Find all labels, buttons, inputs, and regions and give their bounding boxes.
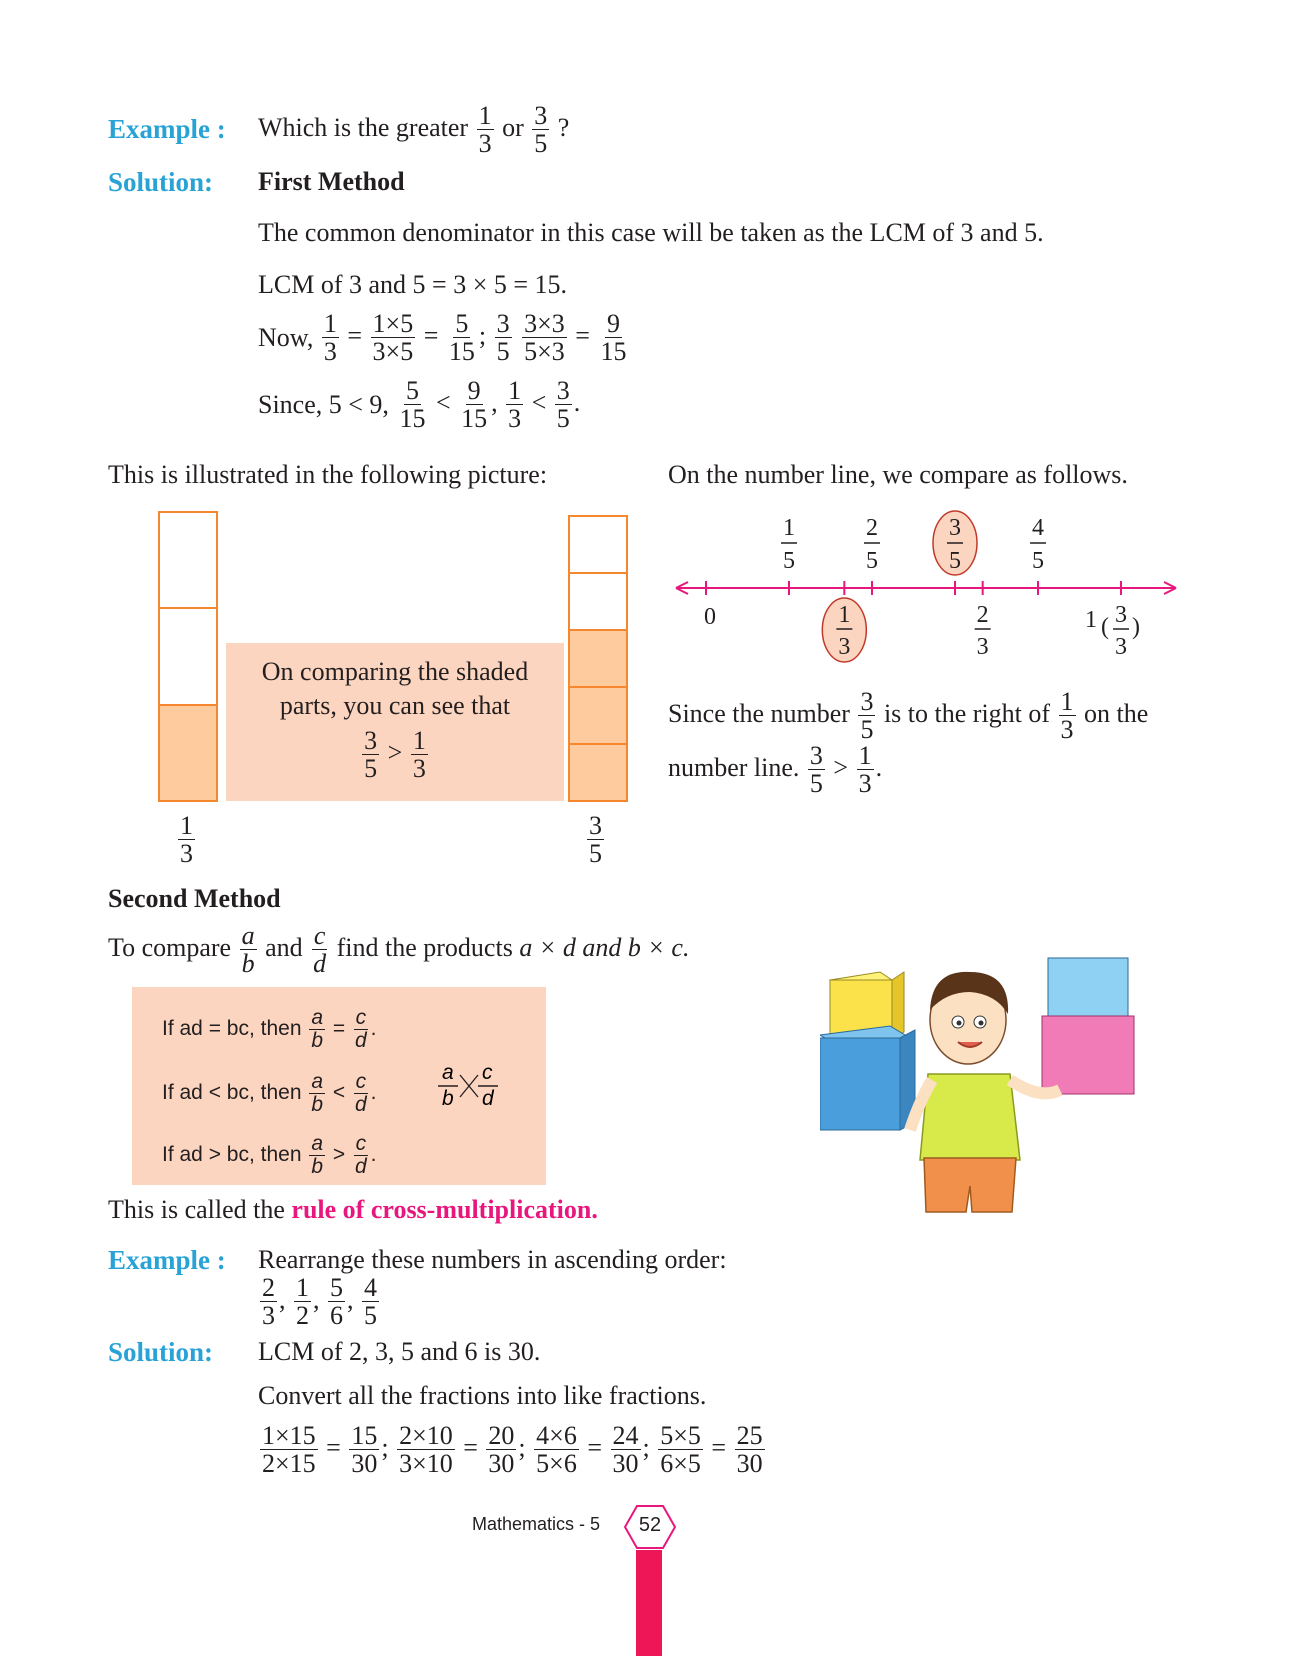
blue-cube-icon (820, 1026, 915, 1130)
fraction-one-third: $\frac{1}{3}$ (478, 101, 492, 159)
paren-open: ( (1101, 614, 1109, 640)
bottom-label-den: 3 (1115, 634, 1127, 660)
bottom-label-num: 3 (1115, 602, 1127, 628)
numberline-caption: On the number line, we compare as follows. (668, 460, 1128, 489)
top-label-den: 5 (949, 548, 961, 574)
bar-cell (570, 517, 626, 574)
since-equation: Since, 5 < 9, $\frac{5}{15}$ < $\frac{9}{15}$ , $\frac{1}{3}$ < $\frac{3}{5}$ . (258, 376, 581, 434)
label-zero: 0 (704, 604, 716, 630)
rule-equal: If ad = bc, then $\frac{a}{b}$ = $\frac{c}{d}$ . (162, 1006, 377, 1053)
svg-text:d: d (482, 1087, 494, 1110)
compare-line: To compare $\frac{a}{b}$ and $\frac{c}{d}$ find the products a × d and b × c. (108, 921, 690, 979)
now-equation: Now, $\frac{1}{3}$ = $\frac{1\times 5}{3\times 5}$ = $\frac{5}{15}$ ; $\frac{3}{5}$ $\frac{3\times 3}{5\times 3}$ = $\frac{9}{15}$ (258, 309, 627, 367)
cross-multiplication-line: This is called the rule of cross-multiplication. (108, 1195, 598, 1224)
second-method-title: Second Method (108, 884, 281, 913)
paren-close: ) (1132, 614, 1140, 640)
boy-shorts (924, 1158, 1016, 1212)
example-question: Which is the greater $\frac{1}{3}$ or $\frac{3}{5}$ ? (258, 101, 570, 159)
boy-shirt (920, 1074, 1020, 1160)
bottom-label-num: 1 (838, 602, 851, 628)
cross-multiply-icon (432, 1057, 512, 1117)
bar-cell (160, 513, 216, 609)
rule-less: If ad < bc, then $\frac{a}{b}$ < $\frac{c}{d}$ . (162, 1070, 377, 1117)
top-label-den: 5 (866, 548, 878, 574)
top-label-den: 5 (783, 548, 795, 574)
rule-greater: If ad > bc, then $\frac{a}{b}$ > $\frac{c}{d}$ . (162, 1132, 377, 1179)
bar-cell-shaded (570, 745, 626, 800)
pink-cube-icon (1042, 1016, 1134, 1094)
question-text: Which is the greater (258, 112, 469, 142)
example2-label: Example : (108, 1245, 226, 1275)
top-label-den: 5 (1032, 548, 1044, 574)
bar-three-fifths (568, 515, 628, 802)
bar-cell (160, 609, 216, 705)
example-label: Example : (108, 114, 226, 144)
bar-cell (570, 574, 626, 631)
light-blue-cube-icon (1048, 958, 1128, 1020)
bottom-label-prefix: 1 (1085, 607, 1097, 633)
rules-box (132, 987, 546, 1185)
solution-label: Solution: (108, 167, 214, 197)
bar-cell-shaded (570, 688, 626, 745)
bottom-label-den: 3 (976, 634, 989, 660)
boy-with-cubes-illustration (820, 950, 1140, 1230)
solution-line-1: The common denominator in this case will be taken as the LCM of 3 and 5. (258, 218, 1044, 247)
solution2-line1: LCM of 2, 3, 5 and 6 is 30. (258, 1337, 541, 1366)
bar-one-third (158, 511, 218, 802)
page-number: 52 (638, 1514, 662, 1536)
numberline-since: Since the number $\frac{3}{5}$ is to the right of $\frac{1}{3}$ on the (668, 687, 1149, 745)
bar-cell-shaded (570, 631, 626, 688)
bar-right-label: $\frac{3}{5}$ (589, 811, 602, 869)
top-label-num: 4 (1032, 515, 1044, 541)
solution2-line2: Convert all the fractions into like fractions. (258, 1381, 707, 1410)
bottom-label-num: 2 (976, 602, 989, 628)
like-fractions-equation: $\frac{1\times 15}{2\times 15}$ = $\frac{15}{30}$ ; $\frac{2\times 10}{3\times 10}$ = $\frac{20}{30}$ ; $\frac{4\times 6}{5\times 6}$ = $\frac{24}{30}$ ; $\frac{5\times 5}{6\times 5}$ = $\frac{25}{30}$ (262, 1421, 763, 1479)
bar-cell-shaded (160, 706, 216, 800)
example2-fractions: $\frac{2}{3}$ , $\frac{1}{2}$ , $\frac{5}{6}$ , $\frac{4}{5}$ (262, 1273, 377, 1331)
fraction-three-fifths: $\frac{3}{5}$ (534, 101, 548, 159)
solution2-label: Solution: (108, 1337, 214, 1367)
rule-name: rule of cross-multiplication. (291, 1195, 598, 1224)
top-label-num: 3 (949, 515, 961, 541)
top-label-num: 2 (866, 515, 878, 541)
solution-line-2: LCM of 3 and 5 = 3 × 5 = 15. (258, 270, 568, 299)
numberline-conclusion: number line. $\frac{3}{5}$ > $\frac{1}{3}$ . (668, 741, 883, 799)
top-label-num: 1 (783, 515, 795, 541)
svg-text:b: b (442, 1087, 454, 1110)
svg-text:c: c (482, 1061, 493, 1084)
example2-question: Rearrange these numbers in ascending order: (258, 1245, 727, 1274)
bar-left-label: $\frac{1}{3}$ (180, 811, 193, 869)
illustration-caption: This is illustrated in the following picture: (108, 460, 548, 489)
footer-book-title: Mathematics - 5 (472, 1514, 601, 1534)
comparison-box: On comparing the shaded parts, you can see that $\frac{3}{5}$ > $\frac{1}{3}$ (226, 643, 564, 801)
first-method-title: First Method (258, 167, 405, 196)
svg-text:a: a (442, 1061, 454, 1084)
bottom-label-den: 3 (838, 634, 851, 660)
page-tab (636, 1550, 662, 1656)
number-line (660, 505, 1190, 680)
